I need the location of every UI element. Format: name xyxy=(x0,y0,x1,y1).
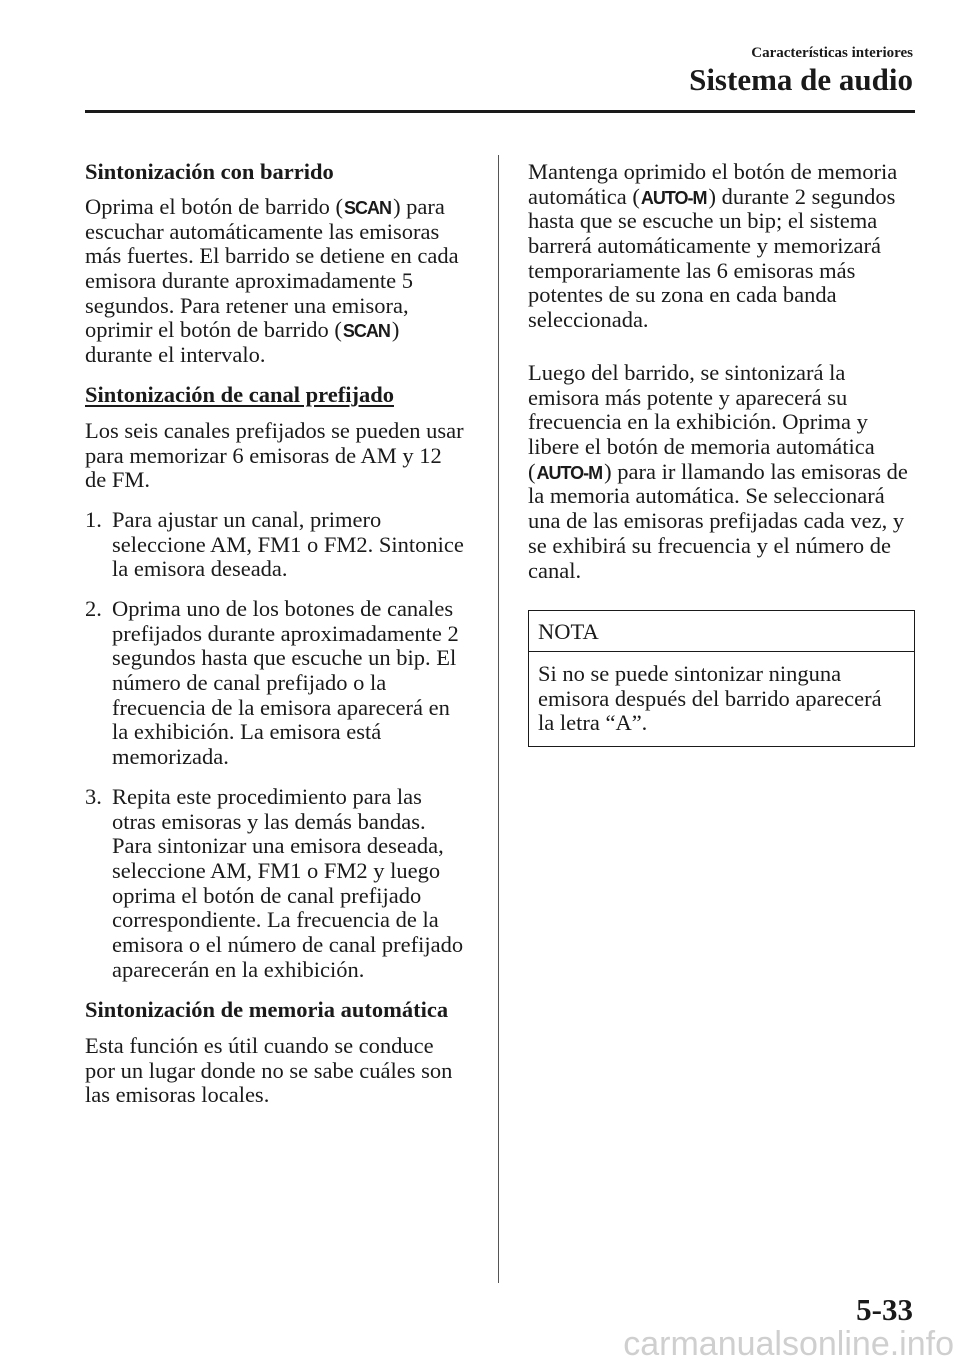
line-text: ) durante 2 segundos xyxy=(708,183,896,209)
paragraph-line: oprima el botón de canal prefijado xyxy=(112,882,422,908)
list-item-number: 3. xyxy=(85,784,102,809)
auto-memory-heading: Sintonización de memoria automática xyxy=(85,997,449,1022)
auto-m-button-icon: AUTO-M xyxy=(640,187,707,208)
paragraph-line: una de las emisoras prefijadas cada vez, y xyxy=(528,508,905,534)
list-item-number: 1. xyxy=(85,507,102,532)
header-divider xyxy=(85,110,915,113)
list-item xyxy=(85,785,485,983)
line-text: ( xyxy=(528,458,536,484)
paragraph-line xyxy=(85,195,459,220)
note-title: NOTA xyxy=(538,619,599,644)
paragraph-line: prefijados durante aproximadamente 2 xyxy=(112,620,459,646)
page-number: 5-33 xyxy=(856,1292,913,1327)
paragraph-line: número de canal prefijado o la xyxy=(112,670,387,696)
paragraph-line: más fuertes. El barrido se detiene en cada xyxy=(85,243,459,269)
list-item xyxy=(85,597,485,770)
paragraph-line: frecuencia en la exhibición. Oprima y xyxy=(528,409,868,435)
paragraph-line: potentes de su zona en cada banda xyxy=(528,282,837,308)
note-divider xyxy=(529,651,914,652)
list-item xyxy=(85,508,485,582)
list-item-text xyxy=(112,508,485,582)
note-box xyxy=(528,610,915,747)
page-title: Sistema de audio xyxy=(689,62,913,97)
paragraph-line: por un lugar donde no se sabe cuáles son xyxy=(85,1057,453,1083)
paragraph-line: Para sintonizar una emisora deseada, xyxy=(112,833,444,859)
paragraph-line: Para ajustar un canal, primero xyxy=(112,507,382,532)
paragraph-line: emisora después del barrido aparecerá xyxy=(538,685,882,711)
paragraph-line: correspondiente. La frecuencia de la xyxy=(112,907,439,933)
auto-memory-paragraph-2 xyxy=(528,361,908,583)
paragraph-line: durante el intervalo. xyxy=(85,342,266,368)
paragraph-line: Mantenga oprimido el botón de memoria xyxy=(528,159,898,184)
scan-tuning-paragraph xyxy=(85,195,459,368)
paragraph-line: Luego del barrido, se sintonizará la xyxy=(528,360,846,385)
paragraph-line: de FM. xyxy=(85,467,151,493)
paragraph-line xyxy=(528,185,897,210)
auto-memory-paragraph-1 xyxy=(528,160,897,333)
paragraph-line: aparecerán en la exhibición. xyxy=(112,956,365,982)
paragraph-line: segundos hasta que escuche un bip. El xyxy=(112,645,457,671)
preset-tuning-intro xyxy=(85,419,464,493)
line-text: automática ( xyxy=(528,183,640,209)
line-text: Oprima el botón de barrido ( xyxy=(85,194,344,219)
paragraph-line: Los seis canales prefijados se pueden usar xyxy=(85,418,464,443)
paragraph-line: temporariamente las 6 emisoras más xyxy=(528,257,856,283)
line-text: ) para xyxy=(393,194,445,219)
paragraph-line: frecuencia de la emisora aparecerá en xyxy=(112,694,450,720)
paragraph-line: escuchar automáticamente las emisoras xyxy=(85,218,440,244)
paragraph-line: la emisora deseada. xyxy=(112,556,288,582)
list-item-text xyxy=(112,785,485,983)
paragraph-line: seleccione AM, FM1 o FM2. Sintonice xyxy=(112,531,464,557)
paragraph-line: Oprima uno de los botones de canales xyxy=(112,596,454,621)
paragraph-line: se exhibirá su frecuencia y el número de xyxy=(528,532,891,558)
paragraph-line: la letra “A”. xyxy=(538,710,648,736)
scan-button-icon: SCAN xyxy=(342,321,390,342)
watermark: carmanualsonline.info xyxy=(623,1325,954,1363)
paragraph-line: seleccionada. xyxy=(528,307,649,333)
list-item-number: 2. xyxy=(85,596,102,621)
section-label: Características interiores xyxy=(751,45,913,61)
preset-tuning-heading: Sintonización de canal prefijado xyxy=(85,382,394,407)
paragraph-line: para memorizar 6 emisoras de AM y 12 xyxy=(85,442,442,468)
paragraph-line: seleccione AM, FM1 o FM2 y luego xyxy=(112,858,441,884)
scan-tuning-heading: Sintonización con barrido xyxy=(85,159,334,184)
scan-button-icon: SCAN xyxy=(344,198,392,218)
paragraph-line: Esta función es útil cuando se conduce xyxy=(85,1033,434,1058)
paragraph-line xyxy=(528,460,908,485)
paragraph-line: la memoria automática. Se seleccionará xyxy=(528,483,885,509)
paragraph-line: barrerá automáticamente y memorizará xyxy=(528,233,881,259)
paragraph-line: emisora o el número de canal prefijado xyxy=(112,932,464,958)
line-text: ) para ir llamando las emisoras de xyxy=(604,458,908,484)
auto-m-button-icon: AUTO-M xyxy=(536,462,603,483)
column-divider xyxy=(498,155,499,1283)
paragraph-line: libere el botón de memoria automática xyxy=(528,434,875,460)
paragraph-line: la exhibición. La emisora está xyxy=(112,719,382,745)
paragraph-line: segundos. Para retener una emisora, xyxy=(85,292,409,318)
paragraph-line: otras emisoras y las demás bandas. xyxy=(112,808,426,834)
paragraph-line: memorizada. xyxy=(112,744,229,770)
paragraph-line: Repita este procedimiento para las xyxy=(112,784,422,809)
paragraph-line xyxy=(85,318,459,343)
note-text xyxy=(538,662,882,736)
auto-memory-intro xyxy=(85,1034,452,1108)
paragraph-line: las emisoras locales. xyxy=(85,1082,270,1108)
paragraph-line: Si no se puede sintonizar ninguna xyxy=(538,661,842,686)
line-text: oprimir el botón de barrido ( xyxy=(85,317,342,343)
list-item-text xyxy=(112,597,485,770)
paragraph-line: emisora más potente y aparecerá su xyxy=(528,384,848,410)
paragraph-line: hasta que se escuche un bip; el sistema xyxy=(528,208,878,234)
paragraph-line: emisora durante aproximadamente 5 xyxy=(85,268,413,294)
line-text: ) xyxy=(391,317,400,343)
paragraph-line: canal. xyxy=(528,557,582,583)
